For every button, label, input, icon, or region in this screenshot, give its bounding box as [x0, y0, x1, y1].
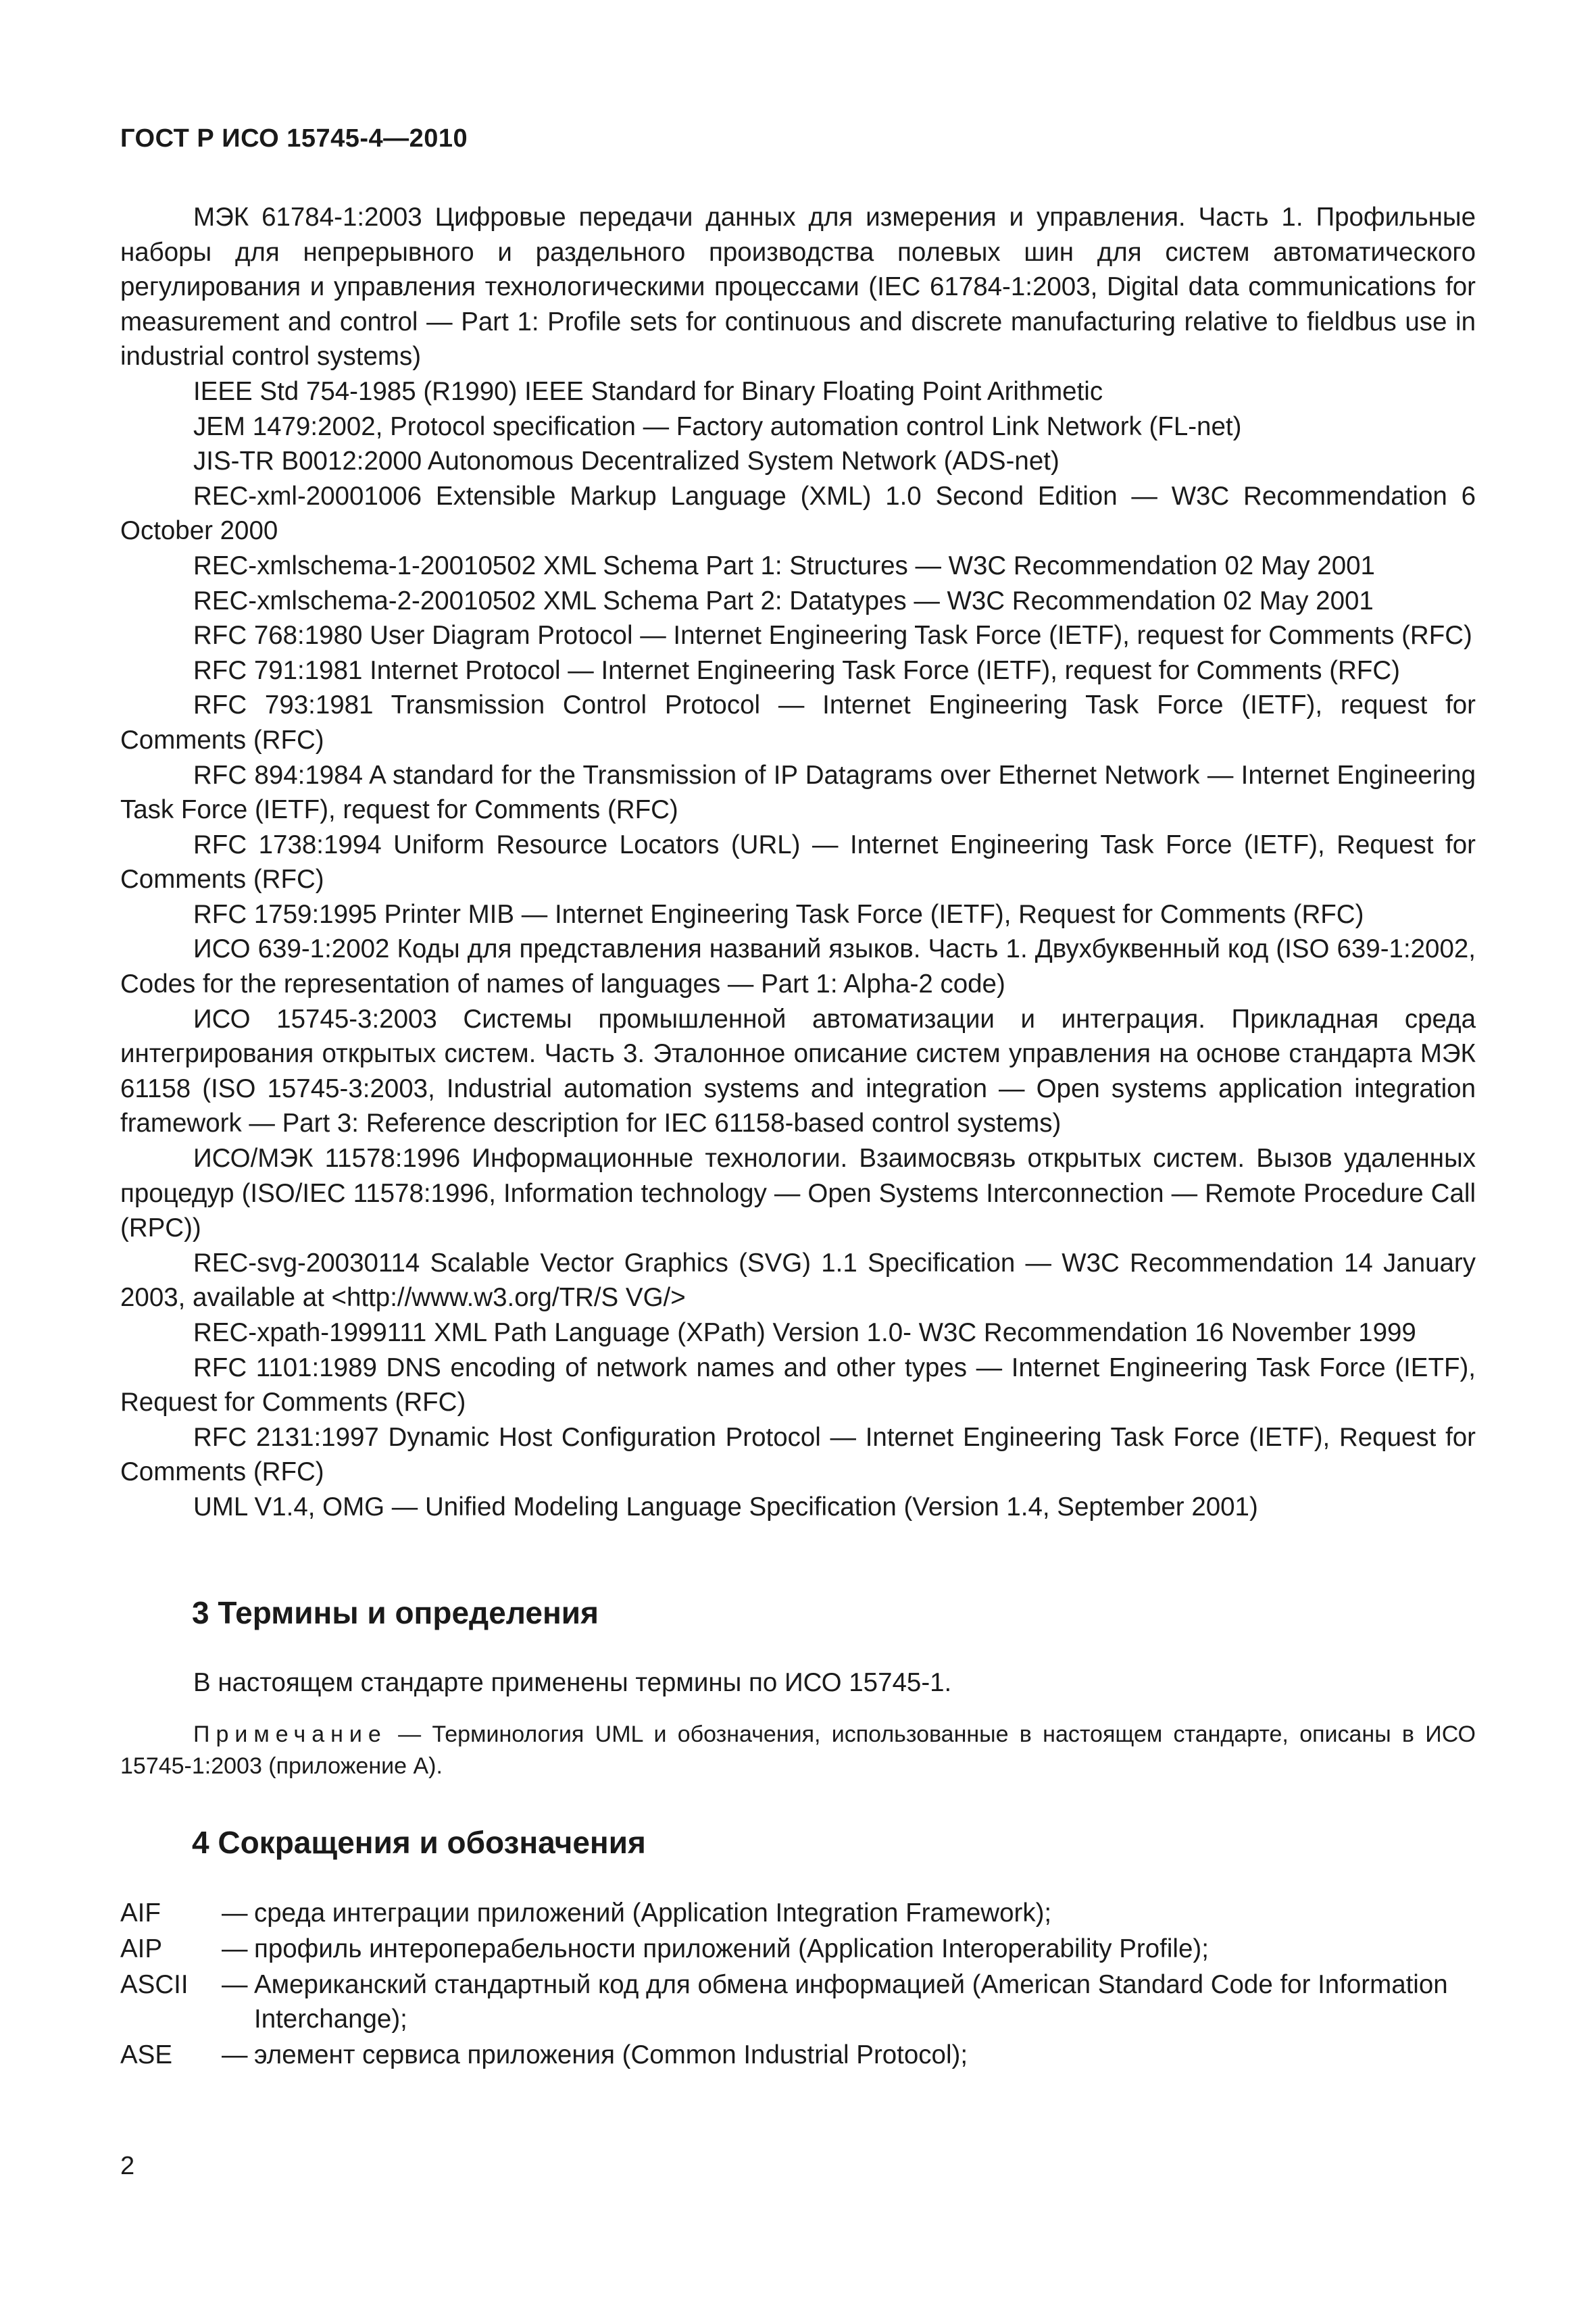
reference-item: REC-xml-20001006 Extensible Markup Language (XML) 1.0 Second Edition — W3C Recommendation 6 October 2000	[120, 481, 1476, 546]
section-3-title: 3 Термины и определения	[192, 1595, 599, 1630]
reference-item: REC-xmlschema-2-20010502 XML Schema Part 2: Datatypes — W3C Recommendation 02 May 2001	[193, 586, 1374, 615]
abbreviation-row	[120, 2038, 1476, 2072]
abbreviation-term: AIP	[120, 1934, 163, 1963]
abbreviation-row	[120, 1967, 1476, 2036]
reference-item: ИСО 15745-3:2003 Системы промышленной автоматизации и интеграция. Прикладная среда интегрирования открытых систем. Часть 3. Эталонное описание систем управления на основе стандарта МЭК 61158 (ISO 15745-3:2003, Industrial automation systems and integration — Open systems application integration framework — Part 3: Reference description for IEC 61158-based control systems)	[120, 1004, 1476, 1138]
reference-item: RFC 2131:1997 Dynamic Host Configuration Protocol — Internet Engineering Task Force (IETF), Request for Comments (RFC)	[120, 1422, 1476, 1487]
reference-item: REC-xpath-1999111 XML Path Language (XPath) Version 1.0- W3C Recommendation 16 November 1999	[193, 1318, 1416, 1347]
section-4-title: 4 Сокращения и обозначения	[192, 1825, 646, 1860]
reference-item: IEEE Std 754-1985 (R1990) IEEE Standard for Binary Floating Point Arithmetic	[193, 376, 1103, 406]
reference-item: JIS-TR B0012:2000 Autonomous Decentralized System Network (ADS-net)	[193, 447, 1059, 476]
abbreviation-term: ASCII	[120, 1970, 189, 1999]
reference-item: REC-svg-20030114 Scalable Vector Graphics (SVG) 1.1 Specification — W3C Recommendation 14 January 2003, available at <http://www.w3.org/TR/S VG/>	[120, 1248, 1476, 1313]
abbreviation-term: AIF	[120, 1898, 161, 1928]
document-header: ГОСТ Р ИСО 15745-4—2010	[120, 124, 468, 153]
reference-item: RFC 793:1981 Transmission Control Protocol — Internet Engineering Task Force (IETF), request for Comments (RFC)	[120, 690, 1476, 755]
abbreviation-row	[120, 1896, 1476, 1930]
reference-item: МЭК 61784-1:2003 Цифровые передачи данных для измерения и управления. Часть 1. Профильные наборы для непрерывного и раздельного производства полевых шин для систем автоматического регулирования и управления технологическими процессами (IEC 61784-1:2003, Digital data communications for measurement and control — Part 1: Profile sets for continuous and discrete manufacturing relative to fieldbus use in industrial control systems)	[120, 203, 1476, 372]
reference-item: RFC 1759:1995 Printer MIB — Internet Engineering Task Force (IETF), Request for Comments (RFC)	[193, 899, 1364, 929]
abbreviation-definition: Американский стандартный код для обмена информацией (American Standard Code for Information Interchange);	[254, 1970, 1448, 2034]
reference-item: RFC 894:1984 A standard for the Transmission of IP Datagrams over Ethernet Network — Internet Engineering Task Force (IETF), request for Comments (RFC)	[120, 760, 1476, 825]
reference-item: ИСО/МЭК 11578:1996 Информационные технологии. Взаимосвязь открытых систем. Вызов удаленных процедур (ISO/IEC 11578:1996, Information technology — Open Systems Interconnection — Remote Procedure Call (RPC))	[120, 1144, 1476, 1243]
abbreviation-dash: —	[222, 1898, 248, 1928]
reference-item: RFC 1101:1989 DNS encoding of network names and other types — Internet Engineering Task Force (IETF), Request for Comments (RFC)	[120, 1353, 1476, 1417]
abbreviation-term: ASE	[120, 2040, 173, 2069]
abbreviation-definition: элемент сервиса приложения (Common Industrial Protocol);	[254, 2040, 968, 2069]
reference-item: ИСО 639-1:2002 Коды для представления названий языков. Часть 1. Двухбуквенный код (ISO 639-1:2002, Codes for the representation of names of languages — Part 1: Alpha-2 code)	[120, 934, 1476, 999]
reference-item: UML V1.4, OMG — Unified Modeling Language Specification (Version 1.4, September 2001)	[193, 1492, 1258, 1521]
note-label: Примечание	[193, 1721, 387, 1747]
abbreviation-dash: —	[222, 1970, 248, 1999]
note-text: — Терминология UML и обозначения, использованные в настоящем стандарте, описаны в ИСО 15745-1:2003 (приложение А).	[120, 1721, 1476, 1779]
abbreviation-row	[120, 1932, 1476, 1966]
reference-item: JEM 1479:2002, Protocol specification — Factory automation control Link Network (FL-net)	[193, 411, 1242, 441]
abbreviation-definition: профиль интероперабельности приложений (Application Interoperability Profile);	[254, 1934, 1209, 1963]
reference-item: RFC 1738:1994 Uniform Resource Locators (URL) — Internet Engineering Task Force (IETF), Request for Comments (RFC)	[120, 830, 1476, 895]
abbreviation-dash: —	[222, 2040, 248, 2069]
abbreviation-dash: —	[222, 1934, 248, 1963]
reference-item: REC-xmlschema-1-20010502 XML Schema Part 1: Structures — W3C Recommendation 02 May 2001	[193, 551, 1375, 580]
section-3-note	[120, 1719, 1476, 1782]
reference-item: RFC 768:1980 User Diagram Protocol — Internet Engineering Task Force (IETF), request for Comments (RFC)	[193, 621, 1472, 651]
abbreviation-definition: среда интеграции приложений (Application Integration Framework);	[254, 1898, 1052, 1928]
references-list	[120, 200, 1476, 1525]
abbreviations-list	[120, 1896, 1476, 2073]
section-3-text: В настоящем стандарте применены термины по ИСО 15745-1.	[193, 1668, 952, 1697]
reference-item: RFC 791:1981 Internet Protocol — Internet Engineering Task Force (IETF), request for Comments (RFC)	[193, 655, 1400, 685]
page-number: 2	[120, 2152, 135, 2180]
